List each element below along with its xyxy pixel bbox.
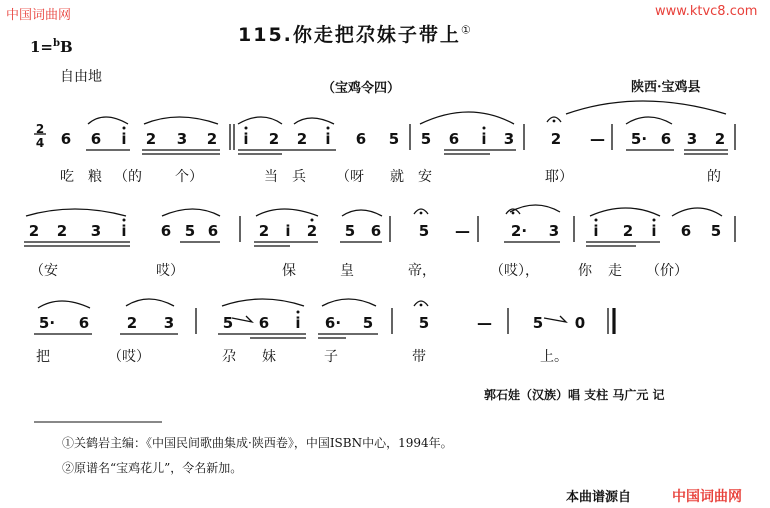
lyric: 的 — [707, 169, 721, 185]
time-sig-bottom: 4 — [35, 136, 45, 150]
lyric: 你 — [578, 263, 592, 279]
note: 5 — [420, 130, 432, 148]
lyric: 皇 — [340, 263, 354, 279]
note: 6 — [680, 222, 692, 240]
note: i — [243, 130, 249, 148]
note: 6 — [448, 130, 460, 148]
watermark-right: www.ktvc8.com — [655, 4, 758, 19]
performer-credit: 郭石娃（汉族）唱 支柱 马广元 记 — [484, 388, 665, 402]
note: 6 — [258, 314, 270, 332]
note: 5· — [38, 314, 56, 332]
subtitle: （宝鸡令四） — [322, 81, 401, 96]
lyric: 上。 — [540, 349, 568, 365]
note: 5 — [362, 314, 374, 332]
lyric: 就 — [390, 169, 404, 185]
note: 5 — [418, 314, 430, 332]
note: i — [295, 314, 301, 332]
note: 6 — [90, 130, 102, 148]
note: 2 — [268, 130, 280, 148]
note: 2 — [550, 130, 562, 148]
note: 3 — [548, 222, 560, 240]
note: 5 — [222, 314, 234, 332]
note: i — [121, 222, 127, 240]
lyric: 把 — [36, 349, 50, 365]
note: 5 — [418, 222, 430, 240]
note: 3 — [503, 130, 515, 148]
key-prefix: 1= — [30, 38, 54, 56]
region-label: 陕西·宝鸡县 — [631, 80, 701, 95]
source-site: 中国词曲网 — [672, 489, 742, 505]
note: i — [593, 222, 599, 240]
lyric: 个） — [175, 169, 203, 185]
lyric: 兵 — [292, 169, 306, 185]
rest: 0 — [574, 314, 586, 332]
note: 2 — [258, 222, 270, 240]
lyric: （呀 — [336, 169, 364, 185]
note: i — [651, 222, 657, 240]
note: 6 — [78, 314, 90, 332]
watermark-left: 中国词曲网 — [6, 8, 72, 23]
lyric: （的 — [114, 169, 142, 185]
lyric: 保 — [282, 263, 296, 279]
note: 5 — [388, 130, 400, 148]
footnote-1: ①关鹤岩主编：《中国民间歌曲集成·陕西卷》，中国ISBN中心，1994年。 — [62, 436, 453, 450]
lyric: 安 — [418, 169, 432, 185]
note: i — [481, 130, 487, 148]
dash: — — [590, 130, 605, 148]
lyric: （哎）， — [490, 263, 539, 279]
note: 2 — [622, 222, 634, 240]
note: 6 — [370, 222, 382, 240]
lyric: 带 — [412, 349, 426, 365]
lyric: 走 — [608, 263, 622, 279]
lyric: 帝， — [408, 263, 436, 279]
song-number: 115. — [238, 24, 293, 46]
lyric: 耶） — [545, 169, 573, 185]
note: 2 — [126, 314, 138, 332]
note: 2 — [145, 130, 157, 148]
dash: — — [455, 222, 470, 240]
note: 6 — [160, 222, 172, 240]
lyric: （价） — [646, 263, 688, 279]
lyric: 当 — [264, 169, 278, 185]
note: 6· — [324, 314, 342, 332]
grace-note: 2 — [28, 222, 40, 240]
note: 3 — [686, 130, 698, 148]
source-label: 本曲谱源自 — [566, 490, 632, 505]
note: 3 — [163, 314, 175, 332]
note: 5 — [344, 222, 356, 240]
note: 2 — [306, 222, 318, 240]
lyric: 哎） — [156, 263, 184, 279]
footnote-mark: ① — [460, 23, 473, 37]
lyric: 吃 — [60, 169, 74, 185]
note: 2 — [296, 130, 308, 148]
lyric: （安 — [30, 263, 58, 279]
note: 5 — [532, 314, 544, 332]
lyric: 粮 — [88, 169, 102, 185]
note: 6 — [207, 222, 219, 240]
note: 3 — [90, 222, 102, 240]
time-sig-top: 2 — [35, 122, 45, 136]
note: 3 — [176, 130, 188, 148]
note: 6 — [355, 130, 367, 148]
note: 5 — [710, 222, 722, 240]
note: 2· — [510, 222, 528, 240]
lyric: 子 — [324, 349, 338, 365]
grace-note: 2 — [56, 222, 68, 240]
note: 6 — [60, 130, 72, 148]
note: 5 — [184, 222, 196, 240]
key-note: B — [60, 38, 73, 56]
dash: — — [477, 314, 492, 332]
tempo-marking: 自由地 — [60, 69, 102, 85]
note: i — [325, 130, 331, 148]
note: i — [285, 222, 291, 240]
lyric: 妹 — [262, 349, 276, 365]
lyric: 尕 — [222, 349, 236, 365]
song-title-text: 你走把尕妹子带上 — [292, 24, 461, 46]
footnote-2: ②原谱名“宝鸡花儿”，令名新加。 — [62, 461, 243, 475]
note: 5· — [630, 130, 648, 148]
note: 2 — [714, 130, 726, 148]
note: i — [121, 130, 127, 148]
flat-symbol: b — [53, 38, 61, 49]
note: 2 — [206, 130, 218, 148]
lyric: （哎） — [108, 349, 150, 365]
note: 6 — [660, 130, 672, 148]
